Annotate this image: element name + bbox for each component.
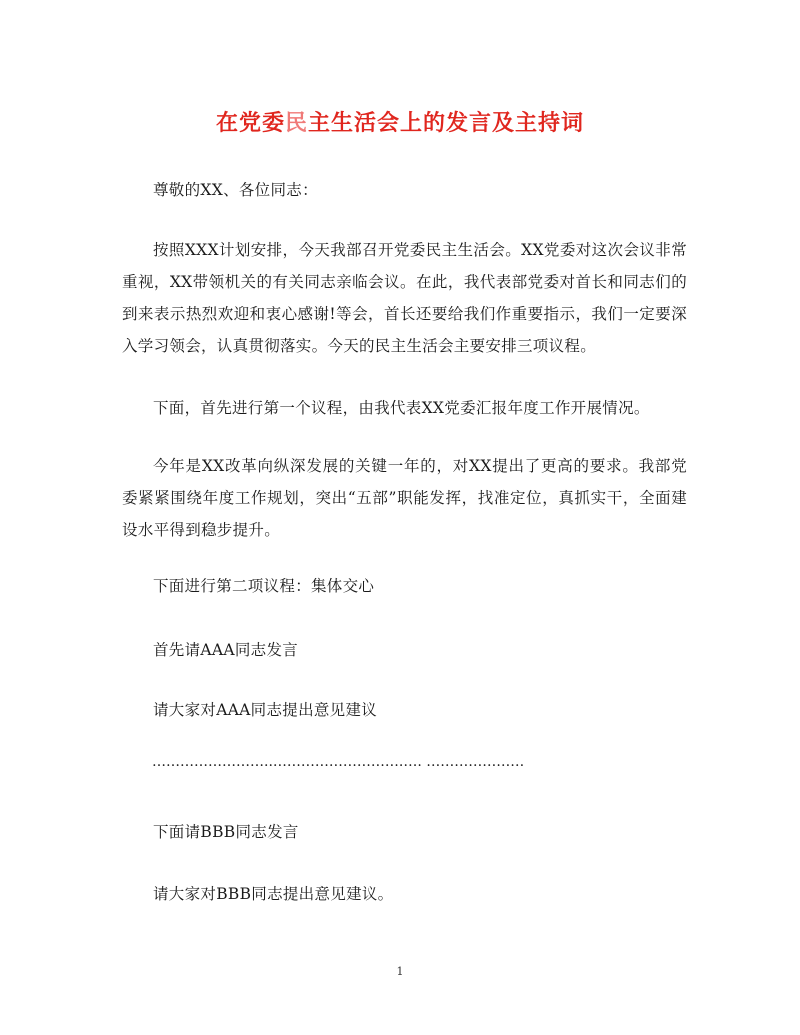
paragraph-annual-work: 今年是XX改革向纵深发展的关键一年的，对XX提出了更高的要求。我部党委紧紧围绕年度工作规划，突出“五部”职能发挥，找准定位，真抓实干，全面建设水平得到稳步提升。 — [122, 457, 687, 539]
line-bbb-feedback: 请大家对BBB同志提出意见建议。 — [153, 885, 394, 903]
title-part-3: 主生活会上的发言及主持词 — [308, 110, 585, 136]
line-bbb-speak: 下面请BBB同志发言 — [153, 823, 299, 841]
line-aaa-feedback: 请大家对AAA同志提出意见建议 — [153, 701, 378, 719]
page-number: 1 — [396, 965, 404, 978]
title-part-2: 民 — [284, 110, 308, 136]
greeting: 尊敬的XX、各位同志： — [153, 181, 318, 199]
title-part-1: 在党委 — [215, 110, 285, 136]
line-second-agenda: 下面进行第二项议程：集体交心 — [153, 577, 375, 595]
paragraph-opening: 按照XXX计划安排，今天我部召开党委民主生活会。XX党委对这次会议非常重视，XX带领机关的有关同志亲临会议。在此，我代表部党委对首长和同志们的到来表示热烈欢迎和衷心感谢!等会，首长还要给我们作重要指示，我们一定要深入学习领会，认真贯彻落实。今天的民主生活会主要安排三项议程。 — [122, 241, 687, 355]
document-title — [0, 106, 800, 137]
paragraph-first-agenda: 下面，首先进行第一个议程，由我代表XX党委汇报年度工作开展情况。 — [153, 399, 650, 417]
line-aaa-speak: 首先请AAA同志发言 — [153, 641, 299, 659]
ellipsis-line: ……………………..……………………….…. ………………… — [152, 754, 525, 770]
